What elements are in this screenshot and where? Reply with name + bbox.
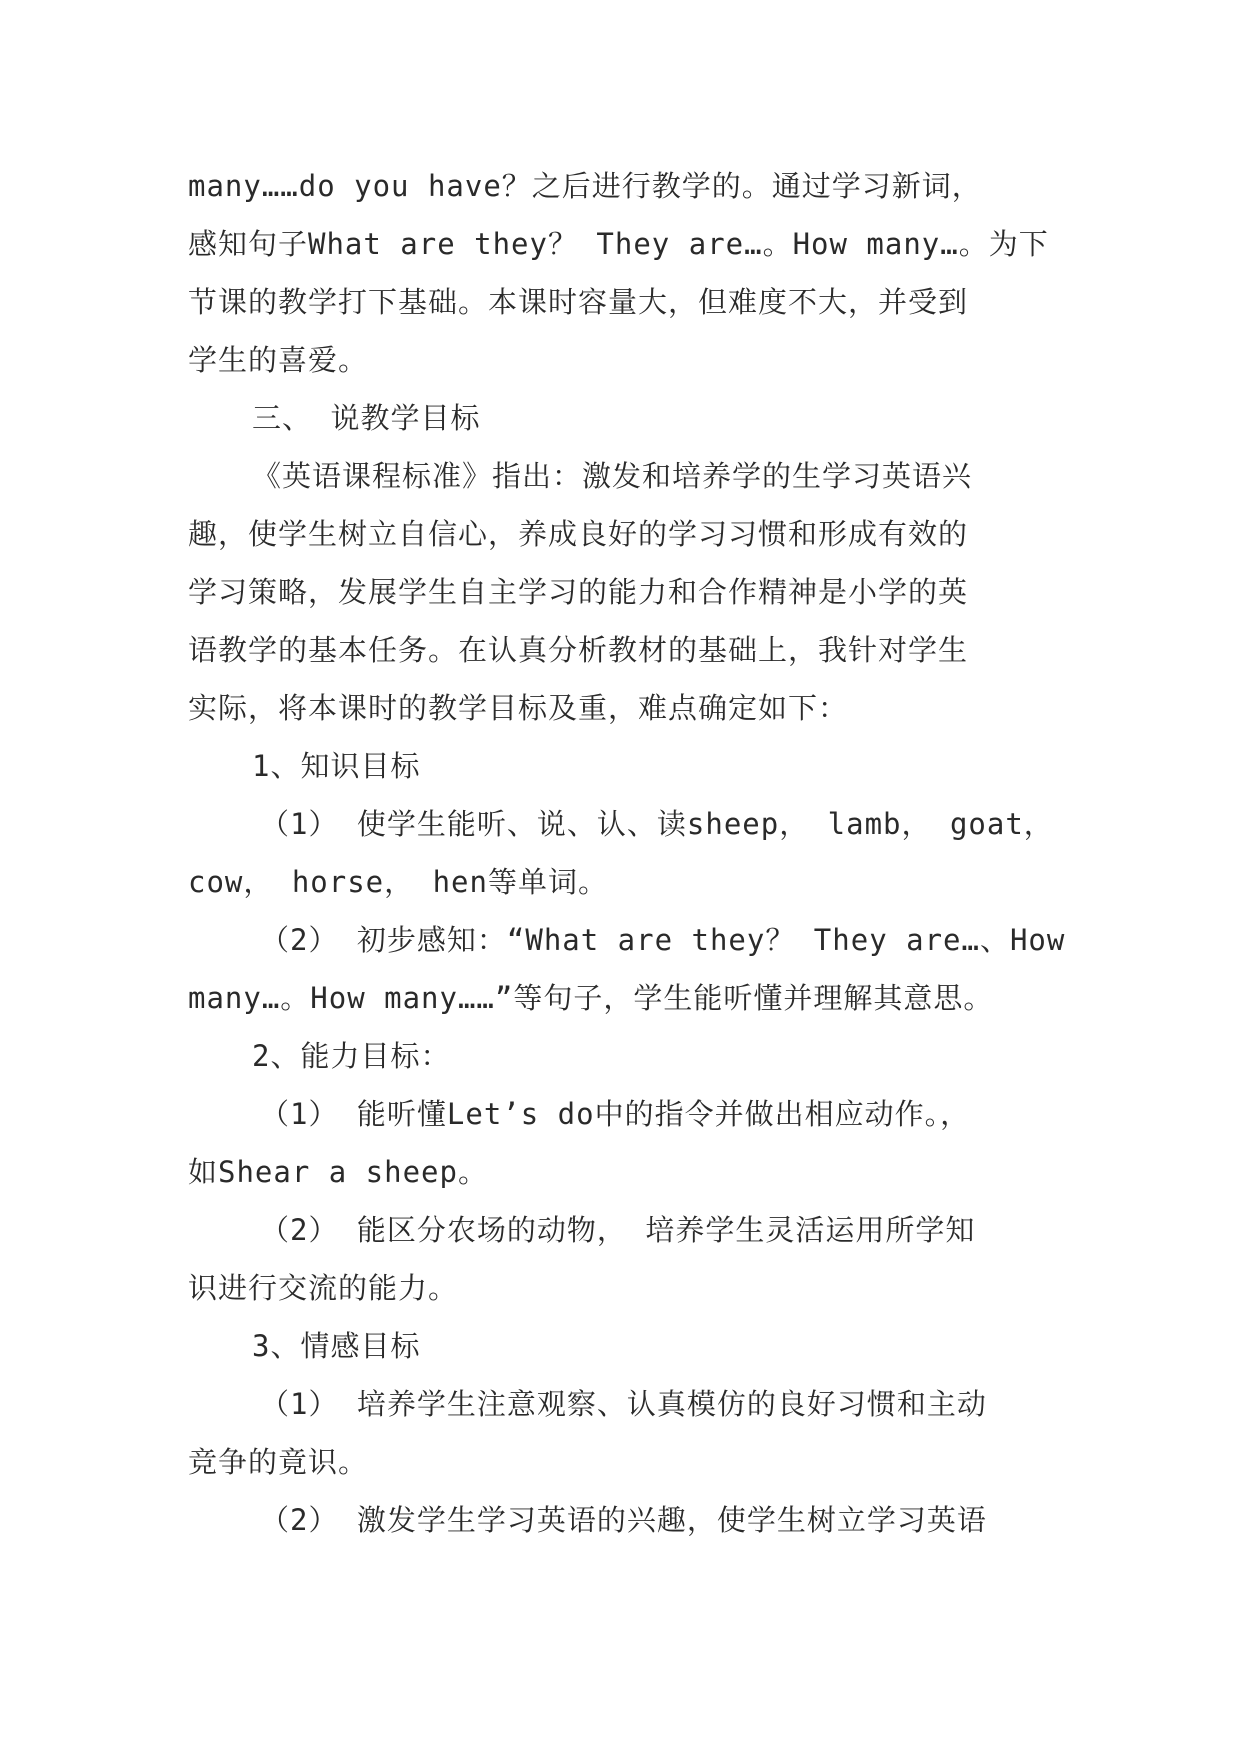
text-line: cow， horse， hen等单词。 (188, 865, 608, 899)
text-line: 节课的教学打下基础。本课时容量大，但难度不大，并受到 (188, 285, 969, 319)
text-line: （2） 能区分农场的动物， 培养学生灵活运用所学知 (260, 1213, 976, 1247)
text-line: 语教学的基本任务。在认真分析教材的基础上，我针对学生 (188, 633, 969, 667)
text-line: （1） 使学生能听、说、认、读sheep， lamb， goat， (260, 807, 1054, 841)
text-line: 感知句子What are they？ They are…。How many…。为下 (188, 227, 1049, 261)
text-line: 趣，使学生树立自信心，养成良好的学习习惯和形成有效的 (188, 517, 969, 551)
text-line: many……do you have？之后进行教学的。通过学习新词， (188, 169, 982, 203)
subheading-ability: 2、能力目标： (252, 1039, 451, 1073)
subheading-emotion: 3、情感目标 (252, 1329, 421, 1363)
section-heading: 三、 说教学目标 (252, 401, 481, 435)
text-line: （2） 激发学生学习英语的兴趣，使学生树立学习英语 (260, 1503, 987, 1537)
text-line: 竞争的竟识。 (188, 1445, 369, 1479)
text-line: many…。How many……”等句子，学生能听懂并理解其意思。 (188, 981, 994, 1015)
text-line: 实际，将本课时的教学目标及重，难点确定如下： (188, 691, 849, 725)
subheading-knowledge: 1、知识目标 (252, 749, 421, 783)
text-line: 识进行交流的能力。 (188, 1271, 459, 1305)
text-line: 学生的喜爱。 (188, 343, 369, 377)
text-line: 《英语课程标准》指出：激发和培养学的生学习英语兴 (252, 459, 973, 493)
text-line: （2） 初步感知：“What are they？ They are…、How (260, 923, 1066, 957)
text-line: 如Shear a sheep。 (188, 1155, 488, 1189)
text-line: （1） 能听懂Let’s do中的指令并做出相应动作。， (260, 1097, 971, 1131)
text-line: （1） 培养学生注意观察、认真模仿的良好习惯和主动 (260, 1387, 987, 1421)
text-line: 学习策略，发展学生自主学习的能力和合作精神是小学的英 (188, 575, 969, 609)
